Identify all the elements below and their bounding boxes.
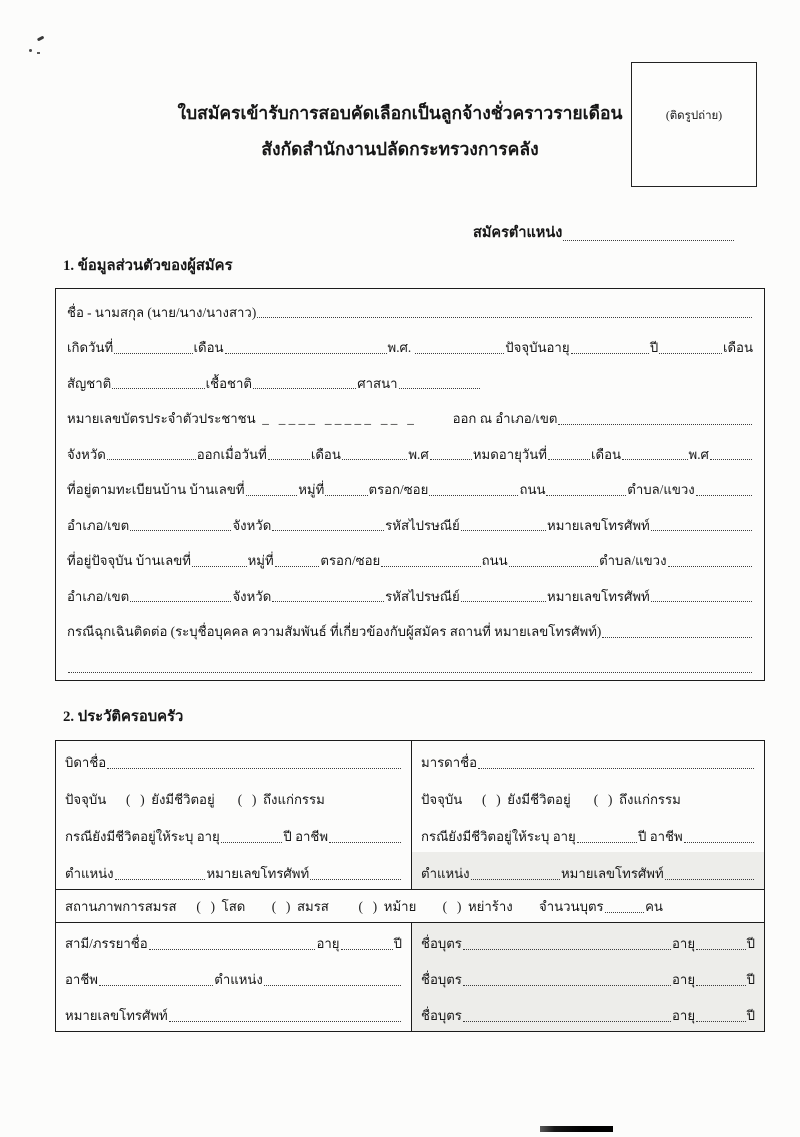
spouse-children-grid [56,923,764,1031]
form-title-line2: สังกัดสำนักงานปลัดกระทรวงการคลัง [261,138,539,159]
personal-info-box [55,288,765,681]
field-nationality-religion: สัญชาติ เชื้อชาติ ศาสนา [67,363,753,399]
scan-black-bar [540,1126,613,1132]
field-father-name: บิดาชื่อ [56,741,411,778]
field-id-issue-expiry: จังหวัด ออกเมื่อวันที่ เดือน พ.ศ หมดอายุวันที่ เดือน พ.ศ [67,434,753,470]
field-emergency-contact2 [67,647,753,683]
scan-artifact [37,52,40,54]
field-father-status: ปัจจุบัน ( ) ยังมีชีวิตอยู่ ( ) ถึงแก่กรรม [65,792,325,808]
field-father-position-phone: ตำแหน่ง หมายเลขโทรศัพท์ [56,852,411,889]
field-registered-address2: อำเภอ/เขต จังหวัด รหัสไปรษณีย์ หมายเลขโทรศัพท์ [67,505,753,541]
field-current-address: ที่อยู่ปัจจุบัน บ้านเลขที่ หมู่ที่ ตรอก/ซอย ถนน ตำบล/แขวง [67,541,753,577]
field-father-age-occupation: กรณียังมีชีวิตอยู่ให้ระบุ อายุ ปี อาชีพ [56,815,411,852]
field-spouse-occupation: อาชีพ ตำแหน่ง [56,959,411,995]
section2-heading: 2. ประวัติครอบครัว [63,709,184,725]
field-marital-status: สถานภาพการสมรส ( ) โสด ( ) สมรส ( ) หม้าย ( ) หย่าร้าง จำนวนบุตร คน [56,889,764,923]
field-child3-name-age: ชื่อบุตร อายุ ปี [411,995,764,1031]
photo-box [631,62,757,187]
form-title-line1: ใบสมัครเข้ารับการสอบคัดเลือกเป็นลูกจ้างชั่วคราวรายเดือน [177,103,623,123]
field-spouse-name-age: สามี/ภรรยาชื่อ อายุ ปี [65,936,402,952]
field-mother-age-occupation: กรณียังมีชีวิตอยู่ให้ระบุ อายุ ปี อาชีพ [411,815,764,852]
field-registered-address: ที่อยู่ตามทะเบียนบ้าน บ้านเลขที่ หมู่ที่ ตรอก/ซอย ถนน ตำบล/แขวง [67,470,753,506]
field-mother-status: ปัจจุบัน ( ) ยังมีชีวิตอยู่ ( ) ถึงแก่กรรม [411,778,764,815]
field-current-address2: อำเภอ/เขต จังหวัด รหัสไปรษณีย์ หมายเลขโทรศัพท์ [67,576,753,612]
field-mother-name: มารดาชื่อ [411,741,764,778]
field-name-surname: ชื่อ - นามสกุล (นาย/นาง/นางสาว) [67,292,753,328]
parents-grid [56,741,764,889]
field-spouse-phone: หมายเลขโทรศัพท์ [56,995,411,1031]
family-history-table [55,740,765,1032]
field-position-applied: สมัครตำแหน่ง [473,220,735,244]
field-mother-position-phone: ตำแหน่ง หมายเลขโทรศัพท์ [411,852,764,889]
field-emergency-contact: กรณีฉุกเฉินติดต่อ (ระบุชื่อบุคคล ความสัมพันธ์ ที่เกี่ยวข้องกับผู้สมัคร สถานที่ หมายเลขโทรศัพท์) [67,612,753,648]
photo-box-label: (ติดรูปถ่าย) [665,110,723,122]
field-birthdate-age: เกิดวันที่ เดือน พ.ศ. ปัจจุบันอายุ ปี เดือน [67,340,753,356]
section1-heading: 1. ข้อมูลส่วนตัวของผู้สมัคร [63,258,233,274]
scan-artifact [29,49,32,52]
field-id-card-number: หมายเลขบัตรประจำตัวประชาชน _ _ _ _ _ _ _ _ _ _ _ _ _ ออก ณ อำเภอ/เขต [67,399,753,435]
scan-artifact [37,36,44,41]
field-child1-name-age: ชื่อบุตร อายุ ปี [411,923,764,959]
field-child2-name-age: ชื่อบุตร อายุ ปี [411,959,764,995]
